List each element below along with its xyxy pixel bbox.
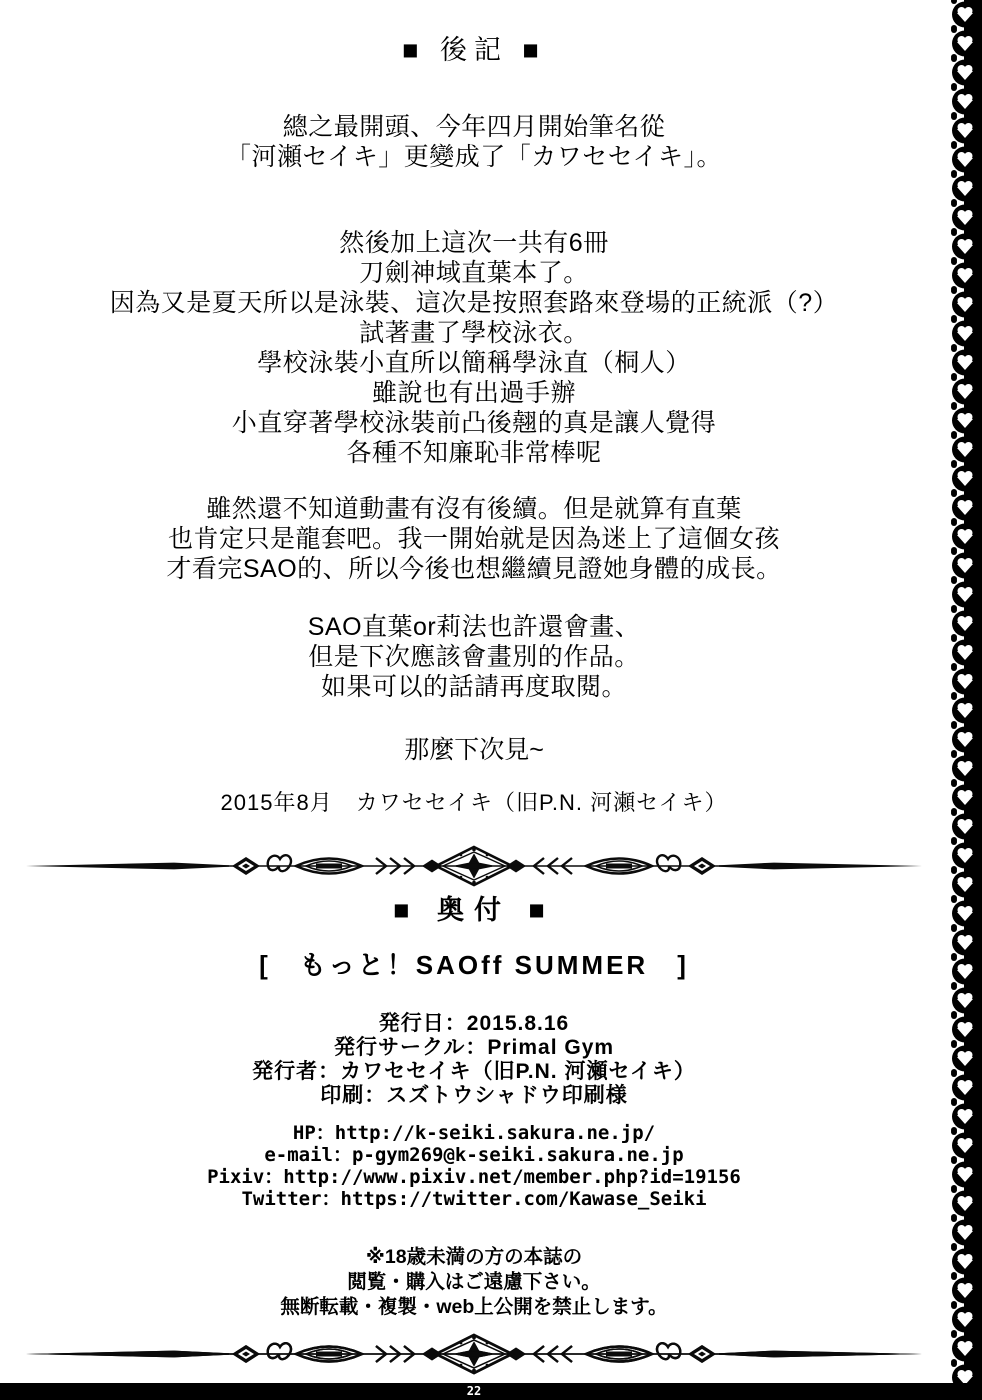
text-line: 試著畫了學校泳衣。 bbox=[359, 319, 589, 347]
colophon-heading: ■ 奥付 ■ bbox=[393, 895, 555, 925]
contact-links bbox=[0, 1122, 948, 1210]
afterword-paragraph-3 bbox=[0, 494, 948, 584]
afterword-paragraph-1 bbox=[0, 112, 948, 172]
notice-line: 閲覧・購入はご遠慮下さい。 bbox=[347, 1271, 601, 1293]
text-line: 各種不知廉恥非常棒呢 bbox=[346, 439, 602, 467]
afterword-signature: 2015年8月 カワセセイキ（旧P.N. 河瀬セイキ） bbox=[220, 790, 728, 815]
printer: 印刷：スズトウシャドウ印刷様 bbox=[320, 1084, 628, 1107]
book-title: [ もっと！SAOff SUMMER ] bbox=[259, 950, 689, 980]
twitter-url: Twitter：https://twitter.com/Kawase_Seiki bbox=[241, 1188, 707, 1210]
publication-date: 発行日：2015.8.16 bbox=[378, 1012, 570, 1035]
page-number: 22 bbox=[466, 1384, 482, 1398]
text-line: 才看完SAO的、所以今後也想繼續見證她身體的成長。 bbox=[166, 555, 782, 583]
afterword-heading: ■ 後記 ■ bbox=[402, 35, 546, 65]
text-line: 雖然還不知道動畫有沒有後續。但是就算有直葉 bbox=[206, 495, 742, 523]
text-line: 然後加上這次一共有6冊 bbox=[339, 229, 609, 257]
age-restriction-notice bbox=[0, 1245, 948, 1320]
text-line: 小直穿著學校泳裝前凸後翹的真是讓人覺得 bbox=[231, 409, 717, 437]
text-line: SAO直葉or莉法也許還會畫、 bbox=[307, 613, 641, 641]
text-line: 學校泳裝小直所以簡稱學泳直（桐人） bbox=[257, 349, 691, 377]
publication-details bbox=[0, 1012, 948, 1108]
ornamental-divider bbox=[14, 845, 934, 887]
text-line: 但是下次應該會畫別的作品。 bbox=[308, 643, 640, 671]
email-address: e-mail：p-gym269@k-seiki.sakura.ne.jp bbox=[264, 1144, 684, 1166]
text-line: 也肯定只是龍套吧。我一開始就是因為迷上了這個女孩 bbox=[167, 525, 780, 553]
lace-border-decoration bbox=[946, 0, 982, 1400]
footer-bar bbox=[0, 1383, 982, 1400]
pixiv-url: Pixiv：http://www.pixiv.net/member.php?id=19156 bbox=[207, 1166, 741, 1188]
publisher: 発行者：カワセセイキ（旧P.N. 河瀬セイキ） bbox=[252, 1060, 696, 1083]
notice-line: ※18歳未満の方の本誌の bbox=[365, 1246, 583, 1268]
text-line: 雖說也有出過手辦 bbox=[371, 379, 576, 407]
text-line: 總之最開頭、今年四月開始筆名從 bbox=[282, 113, 666, 141]
afterword-closing: 那麼下次見~ bbox=[404, 736, 544, 764]
afterword-paragraph-4 bbox=[0, 612, 948, 702]
text-line: 如果可以的話請再度取閱。 bbox=[320, 673, 627, 701]
text-line: 「河瀬セイキ」更變成了「カワセセイキ」。 bbox=[225, 143, 722, 171]
ornamental-divider bbox=[14, 1333, 934, 1375]
afterword-paragraph-2 bbox=[0, 228, 948, 468]
notice-line: 無断転載・複製・web上公開を禁止します。 bbox=[280, 1296, 668, 1318]
homepage-url: HP：http://k-seiki.sakura.ne.jp/ bbox=[292, 1122, 656, 1144]
publication-circle: 発行サークル：Primal Gym bbox=[333, 1036, 615, 1059]
text-line: 因為又是夏天所以是泳裝、這次是按照套路來登場的正統派（?） bbox=[109, 289, 839, 317]
text-line: 刀劍神域直葉本了。 bbox=[359, 259, 589, 287]
